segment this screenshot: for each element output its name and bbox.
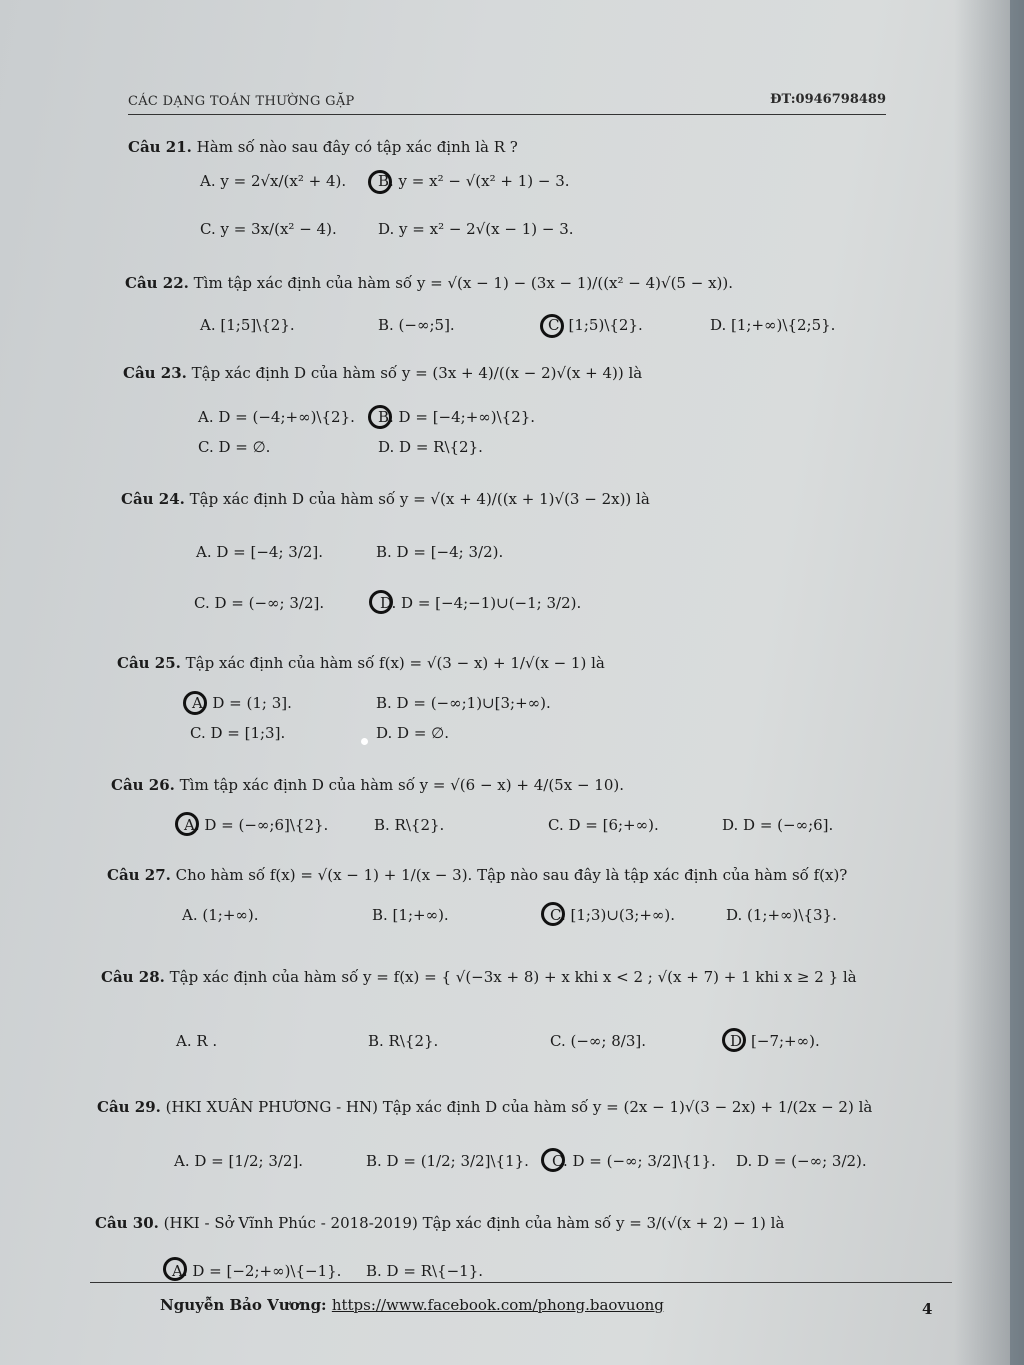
answer-circle-23 bbox=[368, 405, 392, 429]
option-26-a: A. D = (−∞;6]\{2}. bbox=[184, 816, 329, 834]
question-number: Câu 23. bbox=[123, 364, 187, 382]
option-27-c: C. [1;3)∪(3;+∞). bbox=[550, 906, 676, 924]
question-text: (HKI - Sở Vĩnh Phúc - 2018-2019) Tập xác định của hàm số y = 3/(√(x + 2) − 1) là bbox=[163, 1214, 785, 1232]
answer-circle-21 bbox=[368, 170, 392, 194]
question-24 bbox=[121, 490, 650, 508]
option-28-a: A. R . bbox=[176, 1032, 218, 1050]
option-24-d: D. D = [−4;−1)∪(−1; 3/2). bbox=[380, 594, 582, 612]
question-28 bbox=[101, 968, 857, 986]
option-23-d: D. D = R\{2}. bbox=[378, 438, 483, 456]
question-text: Tìm tập xác định của hàm số y = √(x − 1) − (3x − 1)/((x² − 4)√(5 − x)). bbox=[193, 274, 734, 292]
option-29-c: C. D = (−∞; 3/2]\{1}. bbox=[552, 1152, 716, 1170]
question-number: Câu 24. bbox=[121, 490, 185, 508]
page-number: 4 bbox=[922, 1300, 933, 1318]
option-24-b: B. D = [−4; 3/2). bbox=[376, 543, 504, 561]
question-23 bbox=[123, 364, 642, 382]
option-28-d: D. [−7;+∞). bbox=[730, 1032, 820, 1050]
option-24-a: A. D = [−4; 3/2]. bbox=[196, 543, 324, 561]
question-number: Câu 22. bbox=[125, 274, 189, 292]
question-number: Câu 28. bbox=[101, 968, 165, 986]
question-26 bbox=[111, 776, 624, 794]
question-22 bbox=[125, 274, 733, 292]
option-21-c: C. y = 3x/(x² − 4). bbox=[200, 220, 337, 238]
option-23-c: C. D = ∅. bbox=[198, 438, 271, 456]
question-text: Cho hàm số f(x) = √(x − 1) + 1/(x − 3). Tập nào sau đây là tập xác định của hàm số f(x)? bbox=[175, 866, 848, 884]
question-text: Tập xác định D của hàm số y = √(x + 4)/((x + 1)√(3 − 2x)) là bbox=[189, 490, 650, 508]
option-27-b: B. [1;+∞). bbox=[372, 906, 449, 924]
question-27 bbox=[107, 866, 847, 884]
header-title: CÁC DẠNG TOÁN THƯỜNG GẶP bbox=[128, 94, 355, 109]
question-text: (HKI XUÂN PHƯƠNG - HN) Tập xác định D của hàm số y = (2x − 1)√(3 − 2x) + 1/(2x − 2) là bbox=[165, 1098, 873, 1116]
paper-speck bbox=[361, 738, 368, 745]
page-footer bbox=[160, 1296, 664, 1314]
option-21-d: D. y = x² − 2√(x − 1) − 3. bbox=[378, 220, 574, 238]
question-number: Câu 25. bbox=[117, 654, 181, 672]
option-29-d: D. D = (−∞; 3/2). bbox=[736, 1152, 867, 1170]
answer-circle-27 bbox=[541, 902, 565, 926]
question-number: Câu 26. bbox=[111, 776, 175, 794]
answer-circle-29 bbox=[541, 1148, 565, 1172]
question-text: Hàm số nào sau đây có tập xác định là R ? bbox=[196, 138, 518, 156]
option-26-d: D. D = (−∞;6]. bbox=[722, 816, 834, 834]
option-28-c: C. (−∞; 8/3]. bbox=[550, 1032, 646, 1050]
option-27-d: D. (1;+∞)\{3}. bbox=[726, 906, 837, 924]
option-22-b: B. (−∞;5]. bbox=[378, 316, 455, 334]
option-25-d: D. D = ∅. bbox=[376, 724, 449, 742]
question-text: Tập xác định của hàm số f(x) = √(3 − x) + 1/√(x − 1) là bbox=[185, 654, 605, 672]
footer-author: Nguyễn Bảo Vương: bbox=[160, 1296, 327, 1314]
question-30 bbox=[95, 1214, 784, 1232]
page-header bbox=[128, 92, 886, 115]
question-text: Tập xác định của hàm số y = f(x) = { √(−3x + 8) + x khi x < 2 ; √(x + 7) + 1 khi x ≥ 2 } là bbox=[169, 968, 857, 986]
footer-link[interactable]: https://www.facebook.com/phong.baovuong bbox=[331, 1296, 664, 1314]
answer-circle-22 bbox=[540, 314, 564, 338]
footer-divider bbox=[90, 1282, 952, 1283]
option-26-b: B. R\{2}. bbox=[374, 816, 445, 834]
option-26-c: C. D = [6;+∞). bbox=[548, 816, 659, 834]
answer-circle-24 bbox=[369, 590, 393, 614]
option-21-b: B. y = x² − √(x² + 1) − 3. bbox=[378, 172, 570, 190]
question-text: Tìm tập xác định D của hàm số y = √(6 − x) + 4/(5x − 10). bbox=[179, 776, 624, 794]
question-number: Câu 21. bbox=[128, 138, 192, 156]
option-22-a: A. [1;5]\{2}. bbox=[200, 316, 295, 334]
option-28-b: B. R\{2}. bbox=[368, 1032, 439, 1050]
answer-circle-30 bbox=[163, 1257, 187, 1281]
answer-circle-28 bbox=[722, 1028, 746, 1052]
option-23-b: B. D = [−4;+∞)\{2}. bbox=[378, 408, 536, 426]
question-25 bbox=[117, 654, 605, 672]
option-22-c: C. [1;5)\{2}. bbox=[548, 316, 643, 334]
question-29 bbox=[97, 1098, 872, 1116]
question-text: Tập xác định D của hàm số y = (3x + 4)/((x − 2)√(x + 4)) là bbox=[191, 364, 643, 382]
option-30-a: A. D = [−2;+∞)\{−1}. bbox=[172, 1262, 342, 1280]
option-27-a: A. (1;+∞). bbox=[182, 906, 259, 924]
question-number: Câu 29. bbox=[97, 1098, 161, 1116]
option-25-a: A. D = (1; 3]. bbox=[192, 694, 292, 712]
option-24-c: C. D = (−∞; 3/2]. bbox=[194, 594, 325, 612]
answer-circle-26 bbox=[175, 812, 199, 836]
question-number: Câu 27. bbox=[107, 866, 171, 884]
option-29-b: B. D = (1/2; 3/2]\{1}. bbox=[366, 1152, 529, 1170]
question-21 bbox=[128, 138, 518, 156]
option-22-d: D. [1;+∞)\{2;5}. bbox=[710, 316, 836, 334]
option-29-a: A. D = [1/2; 3/2]. bbox=[174, 1152, 304, 1170]
answer-circle-25 bbox=[183, 691, 207, 715]
option-25-b: B. D = (−∞;1)∪[3;+∞). bbox=[376, 694, 551, 712]
question-number: Câu 30. bbox=[95, 1214, 159, 1232]
option-30-b: B. D = R\{−1}. bbox=[366, 1262, 484, 1280]
option-25-c: C. D = [1;3]. bbox=[190, 724, 286, 742]
option-21-a: A. y = 2√x/(x² + 4). bbox=[200, 172, 347, 190]
option-23-a: A. D = (−4;+∞)\{2}. bbox=[198, 408, 355, 426]
page-edge-shadow bbox=[954, 0, 1024, 1365]
header-phone: ĐT:0946798489 bbox=[770, 92, 886, 107]
